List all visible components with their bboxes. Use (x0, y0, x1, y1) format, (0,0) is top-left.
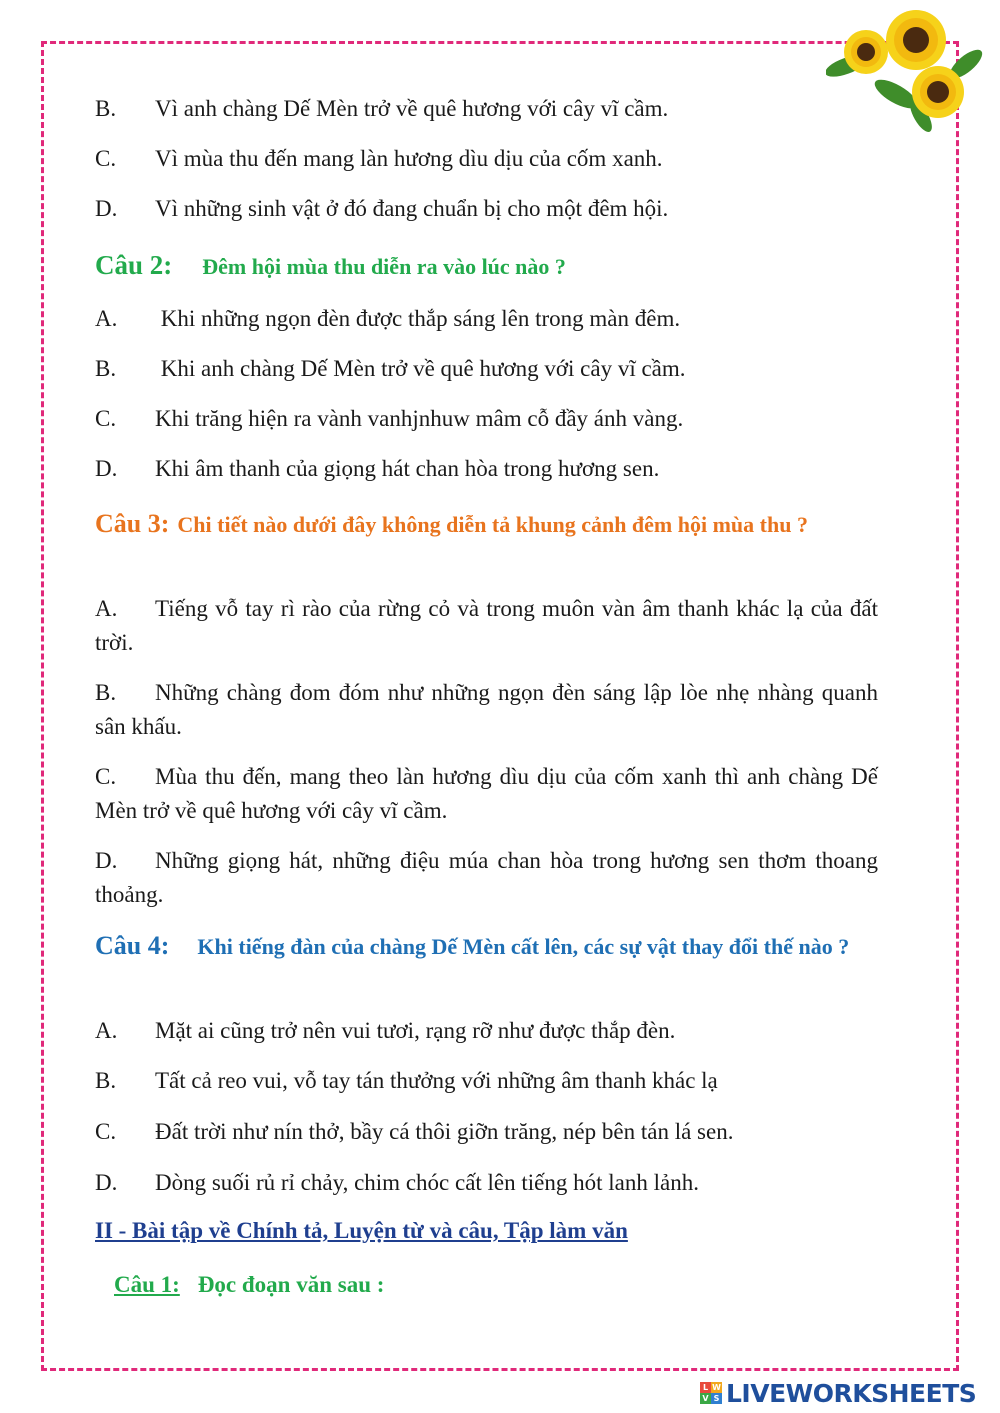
q3-option-a: A. Tiếng vỗ tay rì rào của rừng cỏ và trong muôn vàn âm thanh khác lạ của đất trời. (95, 596, 878, 655)
q1-option-c: C. Vì mùa thu đến mang làn hương dìu dịu của cốm xanh. (95, 146, 663, 171)
sub-question-text: Đọc đoạn văn sau : (197, 1272, 385, 1297)
q2-option-d: D. Khi âm thanh của giọng hát chan hòa trong hương sen. (95, 456, 660, 481)
q4-option-c: C. Đất trời như nín thở, bầy cá thôi giỡn trăng, nép bên tán lá sen. (95, 1119, 734, 1144)
q3-option-b: B. Những chàng đom đóm như những ngọn đèn sáng lập lòe nhẹ nhàng quanh sân khấu. (95, 680, 878, 739)
q1-option-d: D. Vì những sinh vật ở đó đang chuẩn bị cho một đêm hội. (95, 196, 669, 221)
q2-option-b: B. Khi anh chàng Dế Mèn trở về quê hương với cây vĩ cầm. (95, 356, 686, 381)
q2-option-a: A. Khi những ngọn đèn được thắp sáng lên trong màn đêm. (95, 306, 681, 331)
liveworksheets-badge-icon: L W V S (700, 1382, 722, 1404)
q3-heading: Câu 3: Chi tiết nào dưới đây không diễn tả khung cảnh đêm hội mùa thu ? (95, 509, 808, 538)
q4-heading: Câu 4: Khi tiếng đàn của chàng Dế Mèn cất lên, các sự vật thay đổi thế nào ? (95, 931, 850, 960)
sub-question-1 (114, 1272, 384, 1298)
sub-question-label: Câu 1: (114, 1272, 180, 1297)
q2-option-c: C. Khi trăng hiện ra vành vanhjnhuw mâm cỗ đầy ánh vàng. (95, 406, 684, 431)
q3-option-d: D. Những giọng hát, những điệu múa chan hòa trong hương sen thơm thoang thoảng. (95, 848, 878, 907)
liveworksheets-logo: L W V S LIVEWORKSHEETS (700, 1378, 976, 1408)
q4-option-a: A. Mặt ai cũng trở nên vui tươi, rạng rỡ như được thắp đèn. (95, 1018, 676, 1043)
q4-option-b: B. Tất cả reo vui, vỗ tay tán thưởng với những âm thanh khác lạ (95, 1068, 718, 1093)
q2-heading: Câu 2: Đêm hội mùa thu diễn ra vào lúc nào ? (95, 250, 566, 280)
q1-option-b: B. Vì anh chàng Dế Mèn trở về quê hương với cây vĩ cầm. (95, 96, 669, 121)
sunflower-decoration (826, 4, 986, 134)
q4-option-d: D. Dòng suối rủ rỉ chảy, chim chóc cất lên tiếng hót lanh lảnh. (95, 1170, 699, 1195)
q3-option-c: C. Mùa thu đến, mang theo làn hương dìu dịu của cốm xanh thì anh chàng Dế Mèn trở về quê hương với cây vĩ cầm. (95, 764, 878, 823)
section-title: II - Bài tập về Chính tả, Luyện từ và câu, Tập làm văn (95, 1218, 628, 1243)
